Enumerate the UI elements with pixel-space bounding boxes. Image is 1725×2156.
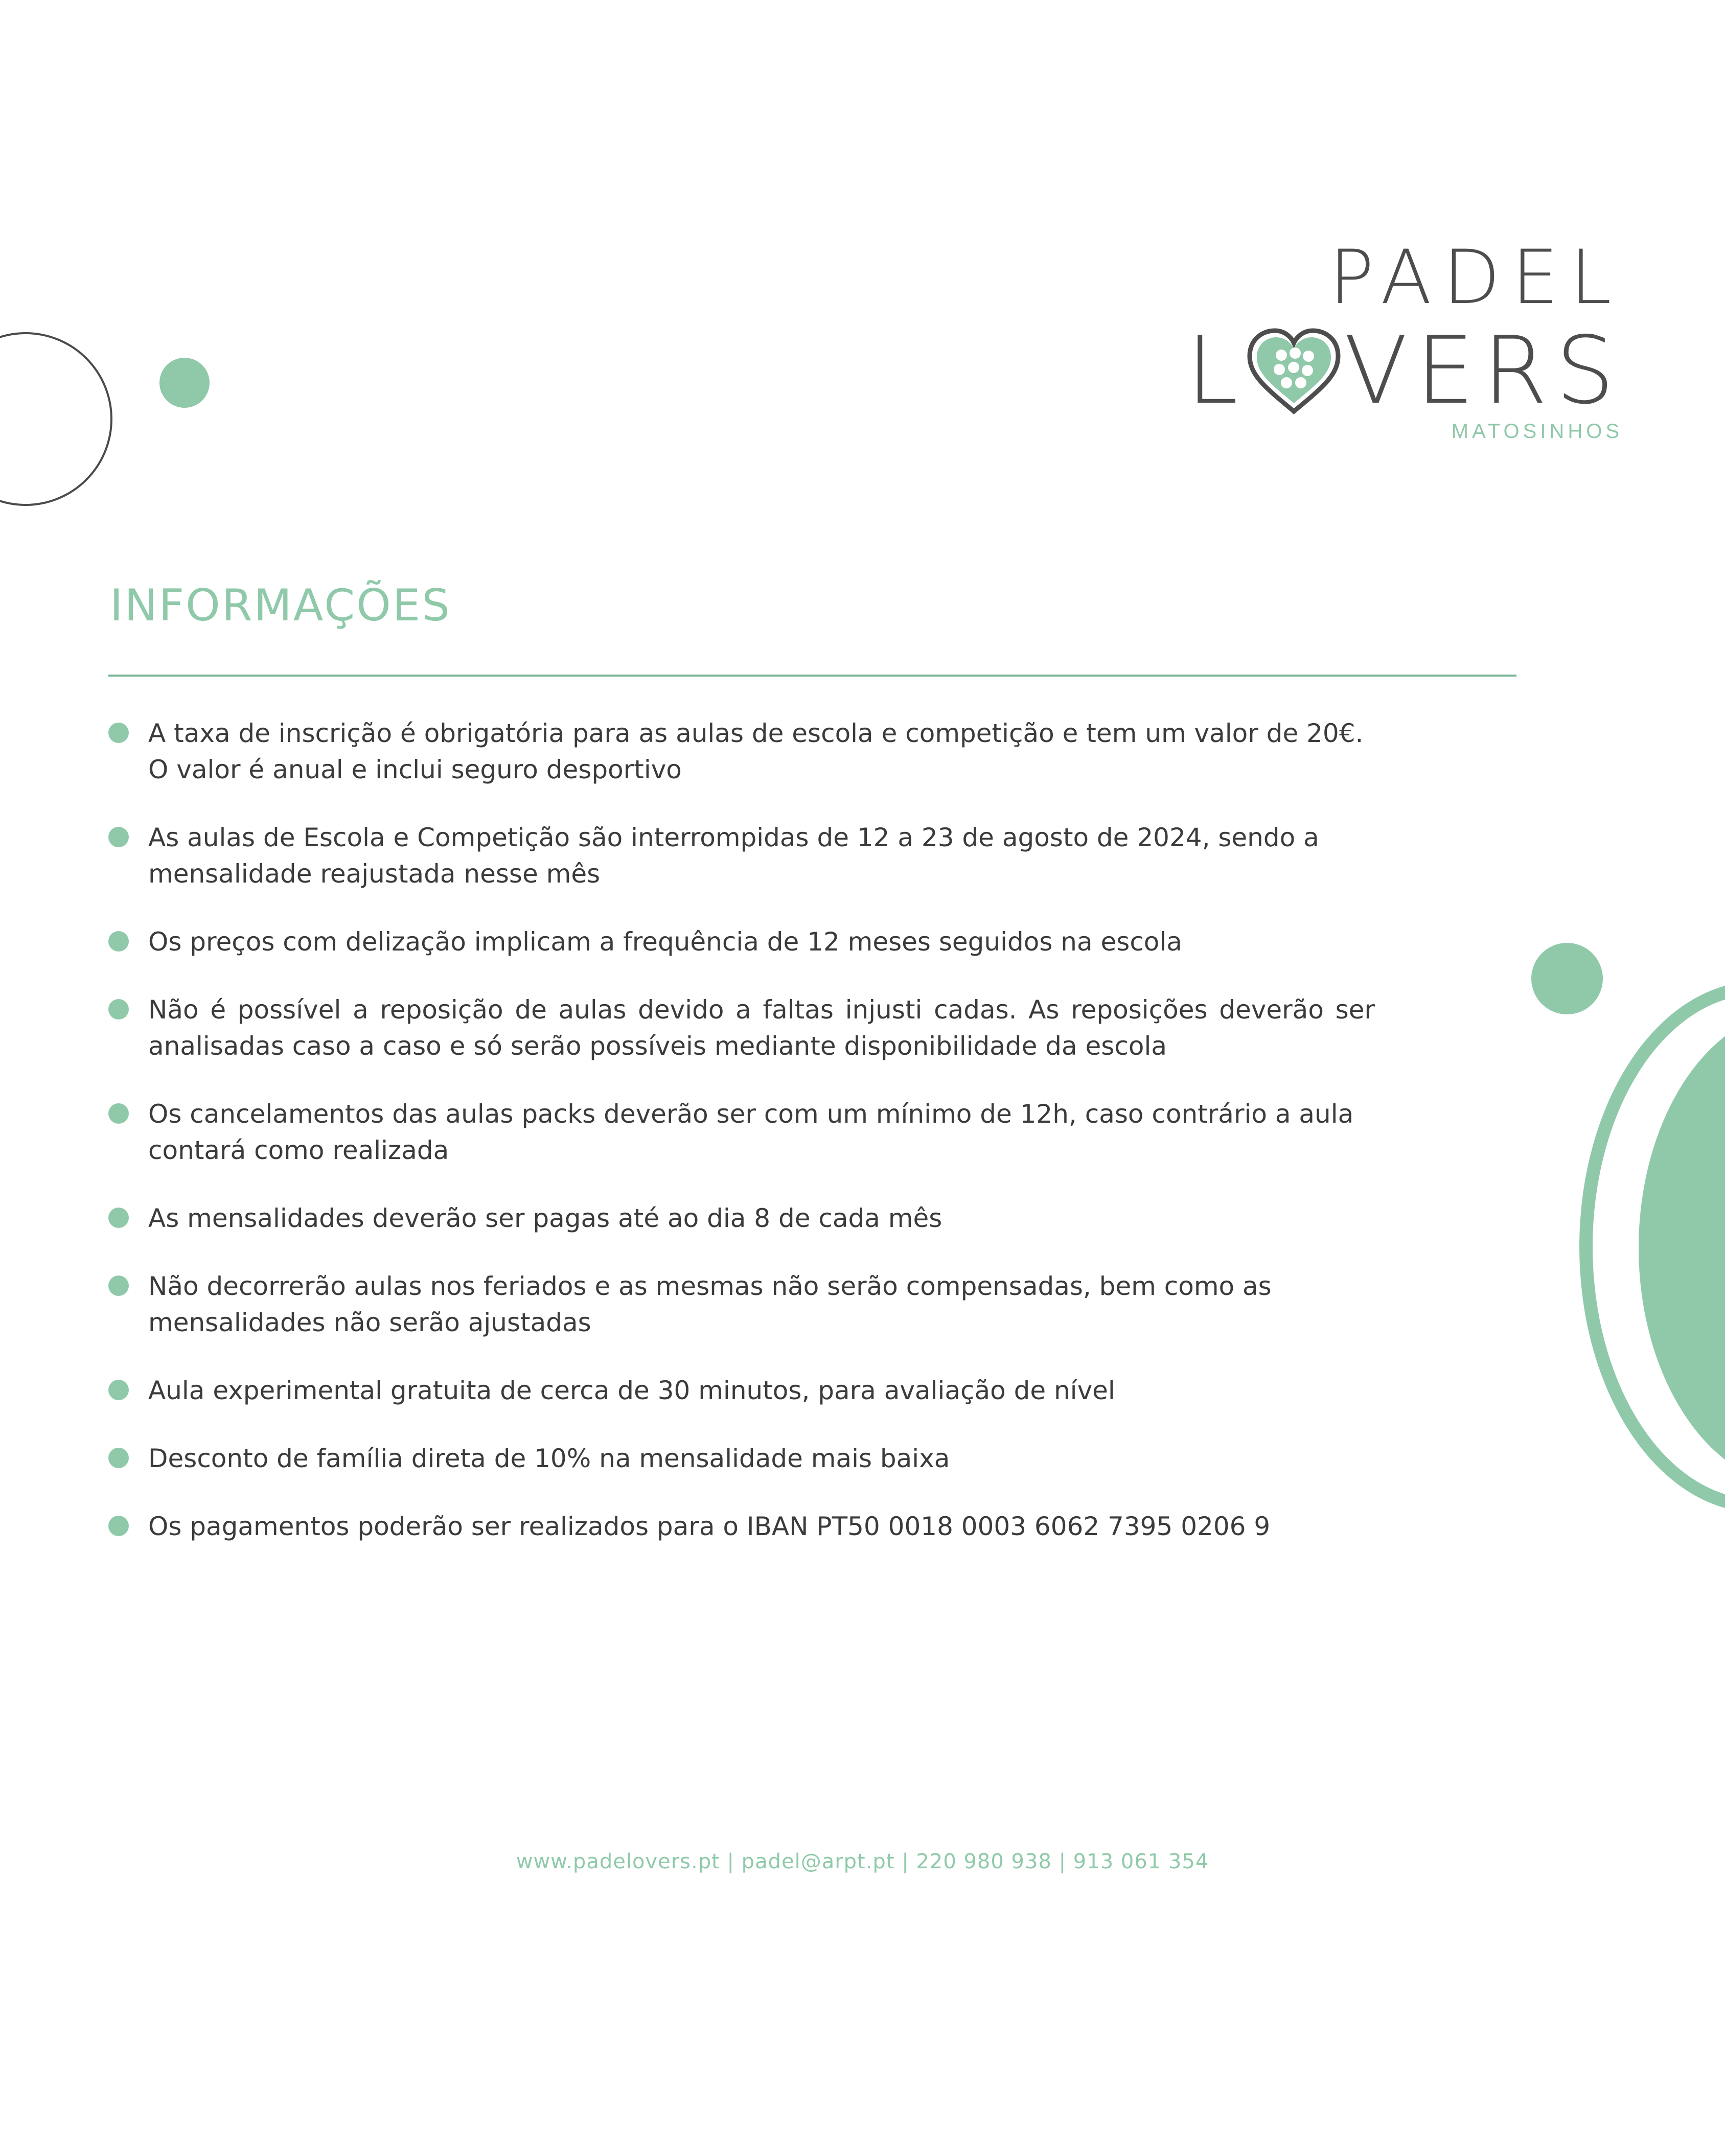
list-item-text: As aulas de Escola e Competição são interrompidas de 12 a 23 de agosto de 2024, sendo a mensalidade reajustada nesse mês [148, 823, 1319, 889]
list-item [108, 820, 1534, 892]
brand-name-padel: PADEL [1329, 234, 1623, 321]
list-item [108, 715, 1534, 788]
list-item-text: Desconto de família direta de 10% na mensalidade mais baixa [148, 1444, 950, 1473]
brand-letter-l: L [1186, 316, 1247, 425]
list-item [108, 1096, 1534, 1169]
brand-name-lovers [1081, 316, 1623, 425]
brand-letters-vers: VERS [1344, 316, 1623, 425]
title-divider [108, 675, 1516, 677]
list-item-text: A taxa de inscrição é obrigatória para as aulas de escola e competição e tem um valor de 20€. O valor é anual e inclui seguro desportivo [148, 718, 1364, 784]
list-item-text: Os preços com delização implicam a frequência de 12 meses seguidos na escola [148, 927, 1182, 957]
bullet-icon [108, 827, 129, 847]
list-item [108, 1441, 1534, 1477]
bullet-icon [108, 1276, 129, 1296]
brand-location: MATOSINHOS [1451, 420, 1623, 443]
bullet-icon [108, 1208, 129, 1228]
padel-ball-graphic [1579, 981, 1725, 1523]
list-item-text: As mensalidades deverão ser pagas até ao dia 8 de cada mês [148, 1203, 942, 1233]
decorative-dot-top-left [159, 358, 210, 408]
list-item [108, 924, 1534, 960]
bullet-icon [108, 999, 129, 1019]
bullet-icon [108, 723, 129, 743]
decorative-circle-outline [0, 332, 112, 506]
footer-contact: www.padelovers.pt | padel@arpt.pt | 220 980 938 | 913 061 354 [516, 1850, 1209, 1873]
bullet-icon [108, 1516, 129, 1536]
list-item-text: Aula experimental gratuita de cerca de 30 minutos, para avaliação de nível [148, 1376, 1115, 1405]
list-item-text: Os cancelamentos das aulas packs deverão ser com um mínimo de 12h, caso contrário a aula contará como realizada [148, 1099, 1354, 1165]
brand-logo [1081, 234, 1623, 443]
heart-icon [1247, 327, 1341, 414]
bullet-icon [108, 931, 129, 952]
list-item [108, 1373, 1534, 1409]
bullet-icon [108, 1103, 129, 1124]
list-item-text: Não decorrerão aulas nos feriados e as mesmas não serão compensadas, bem como as mensalidades não serão ajustadas [148, 1271, 1272, 1337]
page-title: INFORMAÇÕES [110, 580, 451, 631]
list-item [108, 1268, 1534, 1341]
list-item [108, 1509, 1534, 1545]
bullet-icon [108, 1380, 129, 1400]
list-item [108, 992, 1534, 1064]
bullet-icon [108, 1448, 129, 1468]
list-item [108, 1200, 1534, 1237]
list-item-text: Os pagamentos poderão ser realizados para o IBAN PT50 0018 0003 6062 7395 0206 9 [148, 1512, 1271, 1541]
information-list [108, 715, 1534, 1577]
list-item-text: Não é possível a reposição de aulas devido a faltas injusti cadas. As reposições deverão ser analisadas caso a caso e só serão possíveis mediante disponibilidade da escola [148, 995, 1375, 1061]
